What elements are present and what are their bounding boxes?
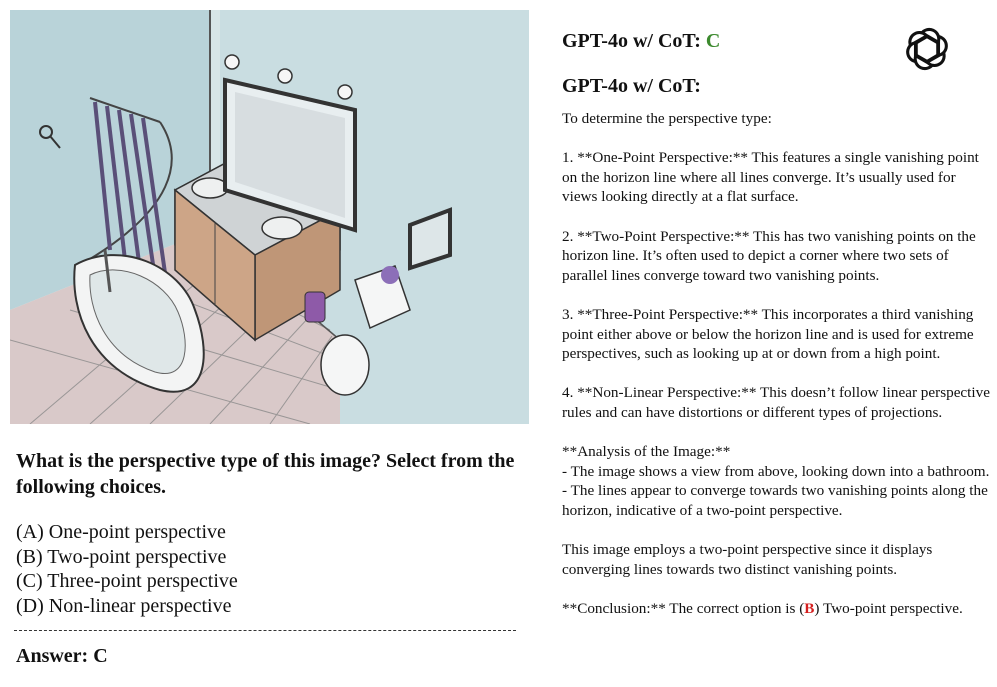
- choice-c: (C) Three-point perspective: [16, 570, 238, 592]
- response-title-prefix: GPT-4o w/ CoT:: [562, 30, 706, 52]
- conclusion-prefix: **Conclusion:** The correct option is (: [562, 599, 805, 617]
- openai-logo-icon: [904, 26, 950, 72]
- response-title: [562, 30, 720, 53]
- response-body: [562, 109, 992, 618]
- bathroom-illustration: [10, 10, 529, 424]
- choice-list: [16, 520, 238, 618]
- analysis-heading: **Analysis of the Image:**: [562, 443, 731, 461]
- choice-b: (B) Two-point perspective: [16, 545, 227, 568]
- response-point-3: 3. **Three-Point Perspective:** This incorporates a third vanishing point either above or below the horizon line and is used for extreme perspectives, such as looking up at or down from a high point.: [562, 305, 974, 363]
- ground-truth-answer: Answer: C: [16, 645, 108, 667]
- response-summary: This image employs a two-point perspective since it displays converging lines towards two distinct vanishing points.: [562, 541, 933, 578]
- question-text: What is the perspective type of this image? Select from the following choices.: [16, 450, 515, 498]
- conclusion-option: B: [804, 599, 815, 617]
- response-point-2: 2. **Two-Point Perspective:** This has two vanishing points on the horizon line. It’s often used to depict a corner where two sets of parallel lines converge toward two vanishing points.: [562, 227, 976, 284]
- response-point-1: 1. **One-Point Perspective:** This features a single vanishing point on the horizon line where all lines converge. It’s usually used for views looking directly at a flat surface.: [562, 149, 979, 206]
- choice-a: (A) One-point perspective: [16, 521, 226, 543]
- analysis-item-1: - The image shows a view from above, looking down into a bathroom.: [562, 462, 990, 480]
- response-intro: To determine the perspective type:: [562, 110, 772, 127]
- response-subtitle: GPT-4o w/ CoT:: [562, 75, 701, 97]
- choice-d: (D) Non-linear perspective: [16, 594, 232, 617]
- dashed-divider: [14, 630, 516, 631]
- analysis-item-2: - The lines appear to converge towards two vanishing points along the horizon, indicative of a two-point perspective.: [562, 482, 988, 519]
- conclusion-suffix: ) Two-point perspective.: [814, 599, 963, 617]
- response-point-4: 4. **Non-Linear Perspective:** This doesn’t follow linear perspective rules and can have distortions or different types of projections.: [562, 384, 990, 421]
- response-title-answer: C: [705, 30, 721, 52]
- response-conclusion: [562, 599, 992, 619]
- response-panel: [562, 0, 992, 687]
